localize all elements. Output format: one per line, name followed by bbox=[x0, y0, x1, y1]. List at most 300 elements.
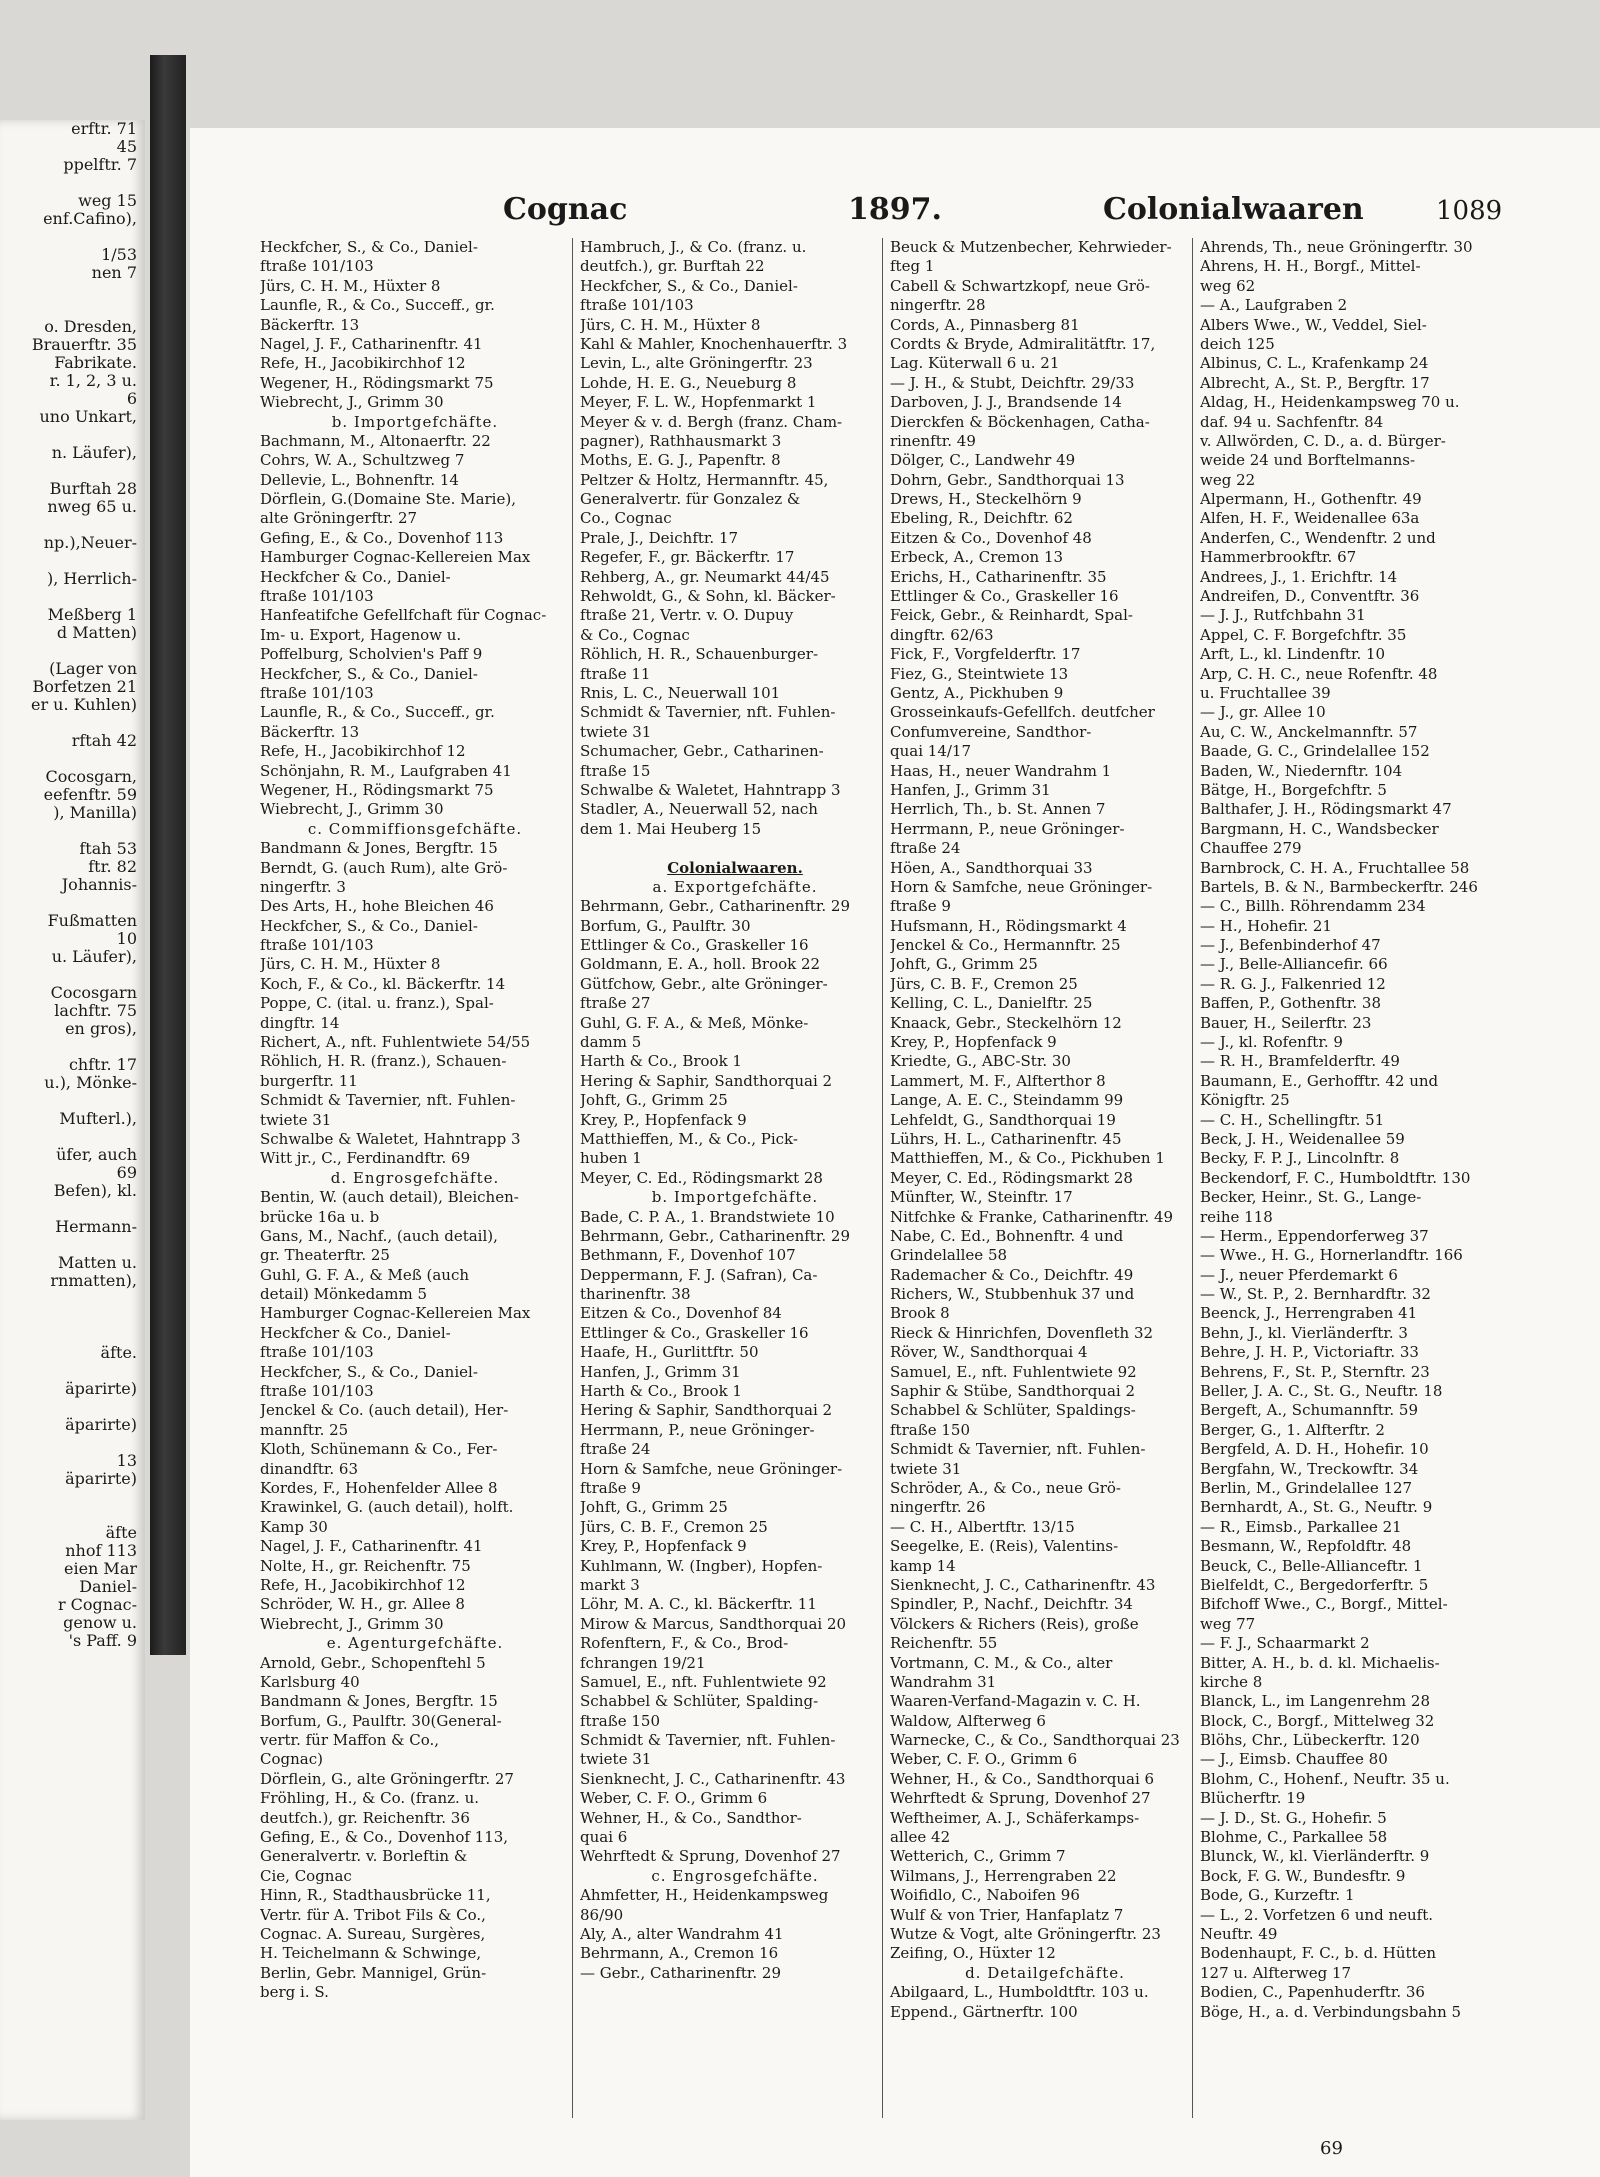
directory-entry-line: kamp 14 bbox=[890, 1556, 956, 1575]
fragment-line: Cocosgarn, bbox=[45, 767, 137, 786]
directory-entry-line: Beckendorf, F. C., Humboldtftr. 130 bbox=[1200, 1168, 1471, 1187]
directory-entry-line: Bielfeldt, C., Bergedorferftr. 5 bbox=[1200, 1575, 1429, 1594]
directory-entry-line: & Co., Cognac bbox=[580, 625, 690, 644]
fragment-line: er u. Kuhlen) bbox=[30, 695, 137, 714]
directory-entry-line: Wegener, H., Rödingsmarkt 75 bbox=[260, 780, 494, 799]
directory-entry-line: — J., gr. Allee 10 bbox=[1200, 703, 1326, 722]
directory-entry-line: Hufsmann, H., Rödingsmarkt 4 bbox=[890, 916, 1127, 935]
page-number: 1089 bbox=[1436, 196, 1503, 226]
fragment-line bbox=[0, 1488, 145, 1506]
directory-entry-line: fteg 1 bbox=[890, 257, 935, 276]
directory-entry-line: Dierckfen & Böckenhagen, Catha- bbox=[890, 412, 1150, 431]
fragment-line bbox=[0, 714, 145, 732]
directory-entry-line: Schröder, W. H., gr. Allee 8 bbox=[260, 1595, 465, 1614]
fragment-line: o. Dresden, bbox=[44, 317, 137, 336]
directory-entry-line: alte Gröningerftr. 27 bbox=[260, 509, 418, 528]
directory-entry-line: Seegelke, E. (Reis), Valentins- bbox=[890, 1537, 1119, 1556]
directory-entry-line: Horn & Samfche, neue Gröninger- bbox=[890, 877, 1153, 896]
directory-entry-line: weide 24 und Borftelmanns- bbox=[1200, 451, 1416, 470]
directory-entry-line: deutfch.), gr. Burftah 22 bbox=[580, 257, 765, 276]
directory-entry-line: dingftr. 62/63 bbox=[890, 625, 994, 644]
fragment-line: rnmatten), bbox=[50, 1271, 137, 1290]
directory-entry-line: Hering & Saphir, Sandthorquai 2 bbox=[580, 1401, 833, 1420]
directory-entry-line: vertr. für Maffon & Co., bbox=[260, 1731, 440, 1750]
directory-entry-line: rinenftr. 49 bbox=[890, 431, 976, 450]
directory-entry-line: Wulf & von Trier, Hanfaplatz 7 bbox=[890, 1905, 1124, 1924]
directory-entry-line: Becky, F. P. J., Lincolnftr. 8 bbox=[1200, 1149, 1400, 1168]
directory-entry-line: Heckfcher, S., & Co., Daniel- bbox=[260, 664, 478, 683]
directory-entry-line: Stadler, A., Neuerwall 52, nach bbox=[580, 800, 818, 819]
directory-entry-line: — J. H., & Stubt, Deichftr. 29/33 bbox=[890, 373, 1135, 392]
directory-entry-line: Beck, J. H., Weidenallee 59 bbox=[1200, 1129, 1405, 1148]
fragment-line: np.),Neuer- bbox=[43, 533, 137, 552]
fragment-line: lachftr. 75 bbox=[54, 1001, 137, 1020]
directory-entry-line: Drews, H., Steckelhörn 9 bbox=[890, 490, 1082, 509]
directory-entry-line: Co., Cognac bbox=[580, 509, 672, 528]
directory-entry-line: d. Engrosgefchäfte. bbox=[330, 1168, 500, 1187]
fragment-line: u. Läufer), bbox=[51, 947, 137, 966]
directory-entry-line: Behn, J., kl. Vierländerftr. 3 bbox=[1200, 1323, 1408, 1342]
fragment-line bbox=[0, 894, 145, 912]
fragment-line bbox=[0, 1236, 145, 1254]
directory-entry-line: Wehrftedt & Sprung, Dovenhof 27 bbox=[890, 1789, 1151, 1808]
directory-entry-line: Guhl, G. F. A., & Meß, Mönke- bbox=[580, 1013, 809, 1032]
directory-entry-line: Brook 8 bbox=[890, 1304, 950, 1323]
fragment-line: (Lager von bbox=[49, 659, 137, 678]
directory-entry-line: Bodenhaupt, F. C., b. d. Hütten bbox=[1200, 1944, 1437, 1963]
directory-entry-line: ftraße 101/103 bbox=[260, 587, 374, 606]
directory-entry-line: gr. Theaterftr. 25 bbox=[260, 1246, 390, 1265]
directory-entry-line: Matthieffen, M., & Co., Pickhuben 1 bbox=[890, 1149, 1165, 1168]
directory-entry-line: Dörflein, G.(Domaine Ste. Marie), bbox=[260, 490, 516, 509]
directory-entry-line: d. Detailgefchäfte. bbox=[965, 1963, 1125, 1982]
directory-entry-line: Anderfen, C., Wendenftr. 2 und bbox=[1200, 528, 1436, 547]
directory-entry-line: Johft, G., Grimm 25 bbox=[580, 1091, 728, 1110]
directory-entry-line: Baade, G. C., Grindelallee 152 bbox=[1200, 742, 1430, 761]
directory-entry-line: Arnold, Gebr., Schopenftehl 5 bbox=[260, 1653, 486, 1672]
directory-entry-line: Hering & Saphir, Sandthorquai 2 bbox=[580, 1071, 833, 1090]
directory-entry-line: Mirow & Marcus, Sandthorquai 20 bbox=[580, 1614, 847, 1633]
directory-entry-line: Sienknecht, J. C., Catharinenftr. 43 bbox=[580, 1769, 846, 1788]
fragment-line: 13 bbox=[116, 1451, 137, 1470]
directory-entry-line: Heckfcher & Co., Daniel- bbox=[260, 1323, 451, 1342]
directory-entry-line: Im- u. Export, Hagenow u. bbox=[260, 625, 462, 644]
directory-entry-line: — J., Befenbinderhof 47 bbox=[1200, 936, 1381, 955]
directory-entry-line: Block, C., Borgf., Mittelweg 32 bbox=[1200, 1711, 1435, 1730]
directory-entry-line: ftraße 150 bbox=[580, 1711, 660, 1730]
directory-entry-line: Hammerbrookftr. 67 bbox=[1200, 548, 1357, 567]
directory-entry-line: Eppend., Gärtnerftr. 100 bbox=[890, 2002, 1078, 2021]
directory-entry-line: Haas, H., neuer Wandrahm 1 bbox=[890, 761, 1112, 780]
directory-entry-line: Blohm, C., Hohenf., Neuftr. 35 u. bbox=[1200, 1769, 1450, 1788]
fragment-line: äparirte) bbox=[65, 1379, 137, 1398]
fragment-line: Mufterl.), bbox=[59, 1109, 137, 1128]
directory-entry-line: ningerftr. 26 bbox=[890, 1498, 986, 1517]
directory-entry-line: kirche 8 bbox=[1200, 1672, 1263, 1691]
directory-entry-line: Meyer, F. L. W., Hopfenmarkt 1 bbox=[580, 393, 817, 412]
directory-entry-line: Bauer, H., Seilerftr. 23 bbox=[1200, 1013, 1372, 1032]
fragment-line: nen 7 bbox=[91, 263, 137, 282]
fragment-line: ), Manilla) bbox=[53, 803, 137, 822]
fragment-line: d Matten) bbox=[56, 623, 137, 642]
directory-entry-line: Schmidt & Tavernier, nft. Fuhlen- bbox=[580, 1731, 836, 1750]
directory-entry-line: Gefing, E., & Co., Dovenhof 113 bbox=[260, 528, 504, 547]
directory-entry-line: Dörflein, G., alte Gröningerftr. 27 bbox=[260, 1769, 514, 1788]
directory-entry-line: — J., Belle-Alliancefir. 66 bbox=[1200, 955, 1388, 974]
directory-entry-line: Dölger, C., Landwehr 49 bbox=[890, 451, 1076, 470]
directory-entry-line: Lehfeldt, G., Sandthorquai 19 bbox=[890, 1110, 1116, 1129]
directory-entry-line: Guhl, G. F. A., & Meß (auch bbox=[260, 1265, 470, 1284]
fragment-line: 1/53 bbox=[101, 245, 137, 264]
directory-entry-line: Zeifing, O., Hüxter 12 bbox=[890, 1944, 1056, 1963]
directory-entry-line: Jürs, C. B. F., Cremon 25 bbox=[580, 1517, 768, 1536]
fragment-line: chftr. 17 bbox=[68, 1055, 137, 1074]
directory-entry-line: Bitter, A. H., b. d. kl. Michaelis- bbox=[1200, 1653, 1440, 1672]
directory-entry-line: Harth & Co., Brook 1 bbox=[580, 1382, 742, 1401]
directory-entry-line: ftraße 101/103 bbox=[260, 1382, 374, 1401]
directory-entry-line: Bäckerftr. 13 bbox=[260, 315, 360, 334]
directory-entry-line: Röhlich, H. R. (franz.), Schauen- bbox=[260, 1052, 507, 1071]
directory-entry-line: Gefing, E., & Co., Dovenhof 113, bbox=[260, 1828, 509, 1847]
directory-entry-line: ftraße 24 bbox=[890, 839, 961, 858]
directory-entry-line: Peltzer & Holtz, Hermannftr. 45, bbox=[580, 470, 829, 489]
directory-entry-line: Heckfcher, S., & Co., Daniel- bbox=[260, 916, 478, 935]
fragment-line bbox=[0, 1398, 145, 1416]
directory-entry-line: Herrmann, P., neue Gröninger- bbox=[580, 1420, 815, 1439]
fragment-line: u.), Mönke- bbox=[44, 1073, 137, 1092]
directory-entry-line: Kamp 30 bbox=[260, 1517, 328, 1536]
directory-entry-line: Ebeling, R., Deichftr. 62 bbox=[890, 509, 1073, 528]
directory-entry-line: a. Exportgefchäfte. bbox=[652, 877, 818, 896]
directory-entry-line: Fröhling, H., & Co. (franz. u. bbox=[260, 1789, 479, 1808]
directory-entry-line: Jürs, C. H. M., Hüxter 8 bbox=[260, 955, 441, 974]
fragment-line: Fabrikate. bbox=[54, 353, 137, 372]
directory-entry-line: Arft, L., kl. Lindenftr. 10 bbox=[1200, 645, 1386, 664]
fragment-line: eien Mar bbox=[63, 1559, 137, 1578]
directory-entry-line: Vertr. für A. Tribot Fils & Co., bbox=[260, 1905, 486, 1924]
directory-entry-line: Saphir & Stübe, Sandthorquai 2 bbox=[890, 1382, 1136, 1401]
directory-entry-line: Bernhardt, A., St. G., Neuftr. 9 bbox=[1200, 1498, 1433, 1517]
directory-entry-line: — J., Eimsb. Chauffee 80 bbox=[1200, 1750, 1388, 1769]
directory-entry-line: deutfch.), gr. Reichenftr. 36 bbox=[260, 1808, 470, 1827]
directory-entry-line: brücke 16a u. b bbox=[260, 1207, 380, 1226]
fragment-line bbox=[0, 300, 145, 318]
fragment-line bbox=[0, 1038, 145, 1056]
directory-entry-line: ftraße 150 bbox=[890, 1420, 970, 1439]
directory-entry-line: dem 1. Mai Heuberg 15 bbox=[580, 819, 762, 838]
directory-entry-line: Bergfeld, A. D. H., Hohefir. 10 bbox=[1200, 1440, 1429, 1459]
directory-entry-line: dingftr. 14 bbox=[260, 1013, 340, 1032]
directory-entry-line: Hinn, R., Stadthausbrücke 11, bbox=[260, 1886, 491, 1905]
directory-entry-line: Krey, P., Hopfenfack 9 bbox=[580, 1537, 747, 1556]
fragment-line: r Cognac- bbox=[57, 1595, 137, 1614]
directory-entry-line: — C., Billh. Röhrendamm 234 bbox=[1200, 897, 1426, 916]
directory-entry-line: Röver, W., Sandthorquai 4 bbox=[890, 1343, 1088, 1362]
fragment-line bbox=[0, 822, 145, 840]
directory-entry-line: Blohme, C., Parkallee 58 bbox=[1200, 1828, 1388, 1847]
directory-entry-line: Wilmans, J., Herrengraben 22 bbox=[890, 1866, 1117, 1885]
directory-entry-line: Kloth, Schünemann & Co., Fer- bbox=[260, 1440, 498, 1459]
directory-entry-line: ftraße 27 bbox=[580, 994, 651, 1013]
directory-entry-line: mannftr. 25 bbox=[260, 1420, 349, 1439]
fragment-line: nweg 65 u. bbox=[47, 497, 137, 516]
directory-entry-line: ningerftr. 28 bbox=[890, 296, 986, 315]
directory-entry-line: Beller, J. A. C., St. G., Neuftr. 18 bbox=[1200, 1382, 1443, 1401]
directory-entry-line: Schröder, A., & Co., neue Grö- bbox=[890, 1479, 1121, 1497]
fragment-line bbox=[0, 1290, 145, 1308]
directory-entry-line: Ahmfetter, H., Heidenkampsweg bbox=[580, 1886, 829, 1905]
directory-entry-line: Cohrs, W. A., Schultzweg 7 bbox=[260, 451, 465, 470]
directory-entry-line: Bachmann, M., Altonaerftr. 22 bbox=[260, 431, 491, 450]
fragment-line: n. Läufer), bbox=[51, 443, 137, 462]
directory-entry-line: Dellevie, L., Bohnenftr. 14 bbox=[260, 470, 459, 489]
directory-entry-line: Eitzen & Co., Dovenhof 84 bbox=[580, 1304, 782, 1323]
directory-entry-line: Richers, W., Stubbenhuk 37 und bbox=[890, 1285, 1135, 1304]
directory-entry-line: Dohrn, Gebr., Sandthorquai 13 bbox=[890, 470, 1125, 489]
directory-entry-line: c. Commiffionsgefchäfte. bbox=[307, 819, 523, 838]
directory-entry-line: tharinenftr. 38 bbox=[580, 1285, 691, 1304]
directory-entry-line: Cords, A., Pinnasberg 81 bbox=[890, 315, 1080, 334]
fragment-line: en gros), bbox=[65, 1019, 137, 1038]
directory-entry-line: Kelling, C. L., Danielftr. 25 bbox=[890, 994, 1093, 1013]
directory-entry-line: ftraße 24 bbox=[580, 1440, 651, 1459]
directory-entry-line: Balthafer, J. H., Rödingsmarkt 47 bbox=[1200, 800, 1452, 819]
directory-entry-line: Meyer & v. d. Bergh (franz. Cham- bbox=[580, 412, 843, 431]
directory-entry-line: Wetterich, C., Grimm 7 bbox=[890, 1847, 1066, 1866]
directory-entry-line: Regefer, F., gr. Bäckerftr. 17 bbox=[580, 548, 795, 567]
directory-entry-line: quai 6 bbox=[580, 1828, 628, 1847]
directory-entry-line: detail) Mönkedamm 5 bbox=[260, 1285, 427, 1304]
directory-entry-line: Wiebrecht, J., Grimm 30 bbox=[260, 800, 444, 819]
directory-entry-line: — R. G. J., Falkenried 12 bbox=[1200, 974, 1386, 993]
directory-entry-line: e. Agenturgefchäfte. bbox=[326, 1634, 504, 1653]
directory-entry-line: Bandmann & Jones, Bergftr. 15 bbox=[260, 839, 498, 858]
directory-entry-line: burgerftr. 11 bbox=[260, 1071, 358, 1090]
directory-entry-line: — J. D., St. G., Hohefir. 5 bbox=[1200, 1808, 1387, 1827]
fragment-line bbox=[0, 588, 145, 606]
directory-entry-line: Baden, W., Niedernftr. 104 bbox=[1200, 761, 1403, 780]
directory-entry-line: — H., Hohefir. 21 bbox=[1200, 916, 1332, 935]
directory-entry-line: fchrangen 19/21 bbox=[580, 1653, 706, 1672]
directory-entry-line: u. Fruchtallee 39 bbox=[1200, 683, 1331, 702]
directory-entry-line: Cie, Cognac bbox=[260, 1866, 352, 1885]
directory-entry-line: Poffelburg, Scholvien's Paff 9 bbox=[260, 645, 483, 664]
directory-entry-line: Darboven, J. J., Brandsende 14 bbox=[890, 393, 1122, 412]
directory-entry-line: damm 5 bbox=[580, 1033, 642, 1052]
directory-entry-line: Wehrftedt & Sprung, Dovenhof 27 bbox=[580, 1847, 841, 1866]
directory-entry-line: Johft, G., Grimm 25 bbox=[890, 955, 1038, 974]
directory-entry-line: Sienknecht, J. C., Catharinenftr. 43 bbox=[890, 1575, 1156, 1594]
directory-entry-line: Witt jr., C., Ferdinandftr. 69 bbox=[260, 1149, 471, 1168]
directory-entry-line: huben 1 bbox=[580, 1149, 642, 1168]
directory-entry-line: Bargmann, H. C., Wandsbecker bbox=[1200, 819, 1439, 838]
fragment-line: erftr. 71 bbox=[71, 120, 137, 138]
directory-entry-line: Münfter, W., Steinftr. 17 bbox=[890, 1188, 1073, 1207]
fragment-line: Cocosgarn bbox=[50, 983, 137, 1002]
directory-entry-line: Aldag, H., Heidenkampsweg 70 u. bbox=[1200, 393, 1460, 412]
directory-entry-line: Erbeck, A., Cremon 13 bbox=[890, 548, 1064, 567]
directory-entry-line: Wehner, H., & Co., Sandthor- bbox=[580, 1808, 802, 1827]
directory-entry-line: deich 125 bbox=[1200, 334, 1275, 353]
fragment-line: nhof 113 bbox=[65, 1541, 137, 1560]
fragment-line bbox=[0, 516, 145, 534]
directory-entry-line: Schmidt & Tavernier, nft. Fuhlen- bbox=[260, 1091, 516, 1110]
fragment-line bbox=[0, 1128, 145, 1146]
directory-entry-line: Au, C. W., Anckelmannftr. 57 bbox=[1200, 722, 1418, 741]
directory-entry-line: Borfum, G., Paulftr. 30 bbox=[580, 916, 751, 935]
fragment-line: Matten u. bbox=[57, 1253, 137, 1272]
directory-entry-line: weg 22 bbox=[1200, 470, 1256, 489]
directory-entry-line: Herrlich, Th., b. St. Annen 7 bbox=[890, 800, 1106, 819]
directory-entry-line: Spindler, P., Nachf., Deichftr. 34 bbox=[890, 1595, 1133, 1614]
directory-entry-line: Rehberg, A., gr. Neumarkt 44/45 bbox=[580, 567, 830, 586]
directory-entry-line: Beuck, C., Belle-Allianceftr. 1 bbox=[1200, 1556, 1423, 1575]
directory-entry-line: ftraße 9 bbox=[580, 1479, 641, 1497]
directory-entry-line: daf. 94 u. Sachfenftr. 84 bbox=[1200, 412, 1384, 431]
directory-entry-line: Kordes, F., Hohenfelder Allee 8 bbox=[260, 1479, 498, 1497]
fragment-line: 10 bbox=[116, 929, 137, 948]
directory-entry-line: Generalvertr. für Gonzalez & bbox=[580, 490, 801, 509]
directory-entry-line: 86/90 bbox=[580, 1905, 624, 1924]
directory-entry-line: Bätge, H., Borgefchftr. 5 bbox=[1200, 780, 1387, 799]
directory-entry-line: Wehner, H., & Co., Sandthorquai 6 bbox=[890, 1769, 1155, 1788]
directory-entry-line: Barnbrock, C. H. A., Fruchtallee 58 bbox=[1200, 858, 1470, 877]
directory-entry-line: Prale, J., Deichftr. 17 bbox=[580, 528, 739, 547]
directory-entry-line: Rademacher & Co., Deichftr. 49 bbox=[890, 1265, 1134, 1284]
directory-entry-line: Rehwoldt, G., & Sohn, kl. Bäcker- bbox=[580, 587, 836, 606]
directory-entry-line: Wutze & Vogt, alte Gröningerftr. 23 bbox=[890, 1924, 1161, 1943]
fragment-line bbox=[0, 228, 145, 246]
directory-entry-line: Fiez, G., Steintwiete 13 bbox=[890, 664, 1069, 683]
directory-entry-line: Baumann, E., Gerhofftr. 42 und bbox=[1200, 1071, 1439, 1090]
directory-entry-line: Behrmann, Gebr., Catharinenftr. 29 bbox=[580, 1226, 850, 1245]
directory-entry-line: ftraße 15 bbox=[580, 761, 651, 780]
directory-entry-line: Schwalbe & Waletet, Hahntrapp 3 bbox=[580, 780, 841, 799]
directory-entry-line: ftraße 101/103 bbox=[580, 296, 694, 315]
directory-entry-line: Nagel, J. F., Catharinenftr. 41 bbox=[260, 1537, 483, 1556]
directory-entry-line: Alfen, H. F., Weidenallee 63a bbox=[1200, 509, 1420, 528]
directory-entry-line: — J., kl. Rofenftr. 9 bbox=[1200, 1033, 1343, 1052]
directory-entry-line: ftraße 101/103 bbox=[260, 936, 374, 955]
directory-entry-line: Krey, P., Hopfenfack 9 bbox=[580, 1110, 747, 1129]
directory-entry-line: ftraße 101/103 bbox=[260, 1343, 374, 1362]
directory-entry-line: Refe, H., Jacobikirchhof 12 bbox=[260, 1575, 466, 1594]
directory-entry-line: H. Teichelmann & Schwinge, bbox=[260, 1944, 482, 1963]
fragment-line bbox=[0, 426, 145, 444]
fragment-line: Johannis- bbox=[61, 875, 137, 894]
directory-entry-line: — C. H., Schellingftr. 51 bbox=[1200, 1110, 1385, 1129]
fragment-line: Daniel- bbox=[79, 1577, 137, 1596]
directory-entry-line: Nolte, H., gr. Reichenftr. 75 bbox=[260, 1556, 471, 1575]
directory-entry-line: — Herm., Eppendorferweg 37 bbox=[1200, 1226, 1429, 1245]
directory-entry-line: Borfum, G., Paulftr. 30(General- bbox=[260, 1711, 502, 1730]
directory-entry-line: ftraße 9 bbox=[890, 897, 951, 916]
directory-entry-line: Confumvereine, Sandthor- bbox=[890, 722, 1092, 741]
fragment-line bbox=[0, 462, 145, 480]
directory-entry-line bbox=[580, 839, 890, 858]
fragment-line: Borfetzen 21 bbox=[32, 677, 137, 696]
directory-entry-line: Lange, A. E. C., Steindamm 99 bbox=[890, 1091, 1124, 1110]
directory-entry-line: Gentz, A., Pickhuben 9 bbox=[890, 683, 1064, 702]
directory-entry-line: 127 u. Alfterweg 17 bbox=[1200, 1963, 1352, 1982]
directory-entry-line: Blöhs, Chr., Lübeckerftr. 120 bbox=[1200, 1731, 1420, 1750]
directory-entry-line: Bartels, B. & N., Barmbeckerftr. 246 bbox=[1200, 877, 1478, 896]
directory-entry-line: b. Importgefchäfte. bbox=[651, 1188, 819, 1207]
directory-entry-line: Des Arts, H., hohe Bleichen 46 bbox=[260, 897, 494, 916]
directory-entry-line: Lohde, H. E. G., Neueburg 8 bbox=[580, 373, 797, 392]
directory-entry-line: Heckfcher, S., & Co., Daniel- bbox=[260, 1362, 478, 1381]
directory-entry-line: ningerftr. 3 bbox=[260, 877, 346, 896]
directory-entry-line: weg 62 bbox=[1200, 276, 1256, 295]
directory-entry-line: ftraße 11 bbox=[580, 664, 651, 683]
fragment-line: Hermann- bbox=[55, 1217, 137, 1236]
directory-entry-line: — A., Laufgraben 2 bbox=[1200, 296, 1348, 315]
directory-entry-line: — J., neuer Pferdemarkt 6 bbox=[1200, 1265, 1398, 1284]
fragment-line: Befen), kl. bbox=[53, 1181, 137, 1200]
directory-entry-line: Heckfcher & Co., Daniel- bbox=[260, 567, 451, 586]
directory-entry-line: Appel, C. F. Borgefchftr. 35 bbox=[1200, 625, 1407, 644]
fragment-line bbox=[0, 1308, 145, 1326]
directory-entry-line: Vortmann, C. M., & Co., alter bbox=[890, 1653, 1113, 1672]
directory-entry-line: Andrees, J., 1. Erichftr. 14 bbox=[1200, 567, 1398, 586]
fragment-line: ), Herrlich- bbox=[46, 569, 137, 588]
directory-entry-line: Wiebrecht, J., Grimm 30 bbox=[260, 393, 444, 412]
directory-entry-line: Richert, A., nft. Fuhlentwiete 54/55 bbox=[260, 1033, 531, 1052]
directory-entry-line: Ahrens, H. H., Borgf., Mittel- bbox=[1200, 257, 1421, 276]
directory-entry-line: pagner), Rathhausmarkt 3 bbox=[580, 431, 782, 450]
directory-entry-line: Matthieffen, M., & Co., Pick- bbox=[580, 1129, 798, 1148]
directory-entry-line: Waldow, Alfterweg 6 bbox=[890, 1711, 1046, 1730]
directory-entry-line: Refe, H., Jacobikirchhof 12 bbox=[260, 742, 466, 761]
column-rule bbox=[882, 238, 883, 2118]
directory-entry-line: — C. H., Albertftr. 13/15 bbox=[890, 1517, 1075, 1536]
directory-entry-line: Hanfeatifche Gefellfchaft für Cognac- bbox=[260, 606, 547, 625]
directory-entry-line: quai 14/17 bbox=[890, 742, 971, 761]
directory-entry-line: Lag. Küterwall 6 u. 21 bbox=[890, 354, 1060, 373]
directory-entry-line: Wegener, H., Rödingsmarkt 75 bbox=[260, 373, 494, 392]
directory-entry-line: Warnecke, C., & Co., Sandthorquai 23 bbox=[890, 1731, 1180, 1750]
directory-entry-line: — W., St. P., 2. Bernhardftr. 32 bbox=[1200, 1285, 1431, 1304]
directory-entry-line: Nitfchke & Franke, Catharinenftr. 49 bbox=[890, 1207, 1174, 1226]
directory-entry-line: Refe, H., Jacobikirchhof 12 bbox=[260, 354, 466, 373]
directory-entry-line: Weftheimer, A. J., Schäferkamps- bbox=[890, 1808, 1140, 1827]
directory-entry-line: Karlsburg 40 bbox=[260, 1672, 360, 1691]
directory-entry-line: Andreifen, D., Conventftr. 36 bbox=[1200, 587, 1420, 606]
directory-entry-line: Haafe, H., Gurlittftr. 50 bbox=[580, 1343, 759, 1362]
directory-entry-line: twiete 31 bbox=[260, 1110, 332, 1129]
directory-entry-line: Heckfcher, S., & Co., Daniel- bbox=[580, 276, 798, 295]
directory-entry-line: Samuel, E., nft. Fuhlentwiete 92 bbox=[580, 1672, 827, 1691]
column-rule bbox=[1192, 238, 1193, 2118]
directory-entry-line: Reichenftr. 55 bbox=[890, 1634, 998, 1653]
directory-entry-line: Erichs, H., Catharinenftr. 35 bbox=[890, 567, 1107, 586]
directory-entry-line: Woifidlo, C., Naboifen 96 bbox=[890, 1886, 1080, 1905]
page-header bbox=[208, 192, 1508, 232]
directory-entry-line: Behrmann, A., Cremon 16 bbox=[580, 1944, 779, 1963]
directory-entry-line: c. Engrosgefchäfte. bbox=[651, 1866, 819, 1885]
directory-entry-line: Schmidt & Tavernier, nft. Fuhlen- bbox=[890, 1440, 1146, 1459]
fragment-line: äfte bbox=[105, 1523, 137, 1542]
directory-entry-line: Samuel, E., nft. Fuhlentwiete 92 bbox=[890, 1362, 1137, 1381]
directory-entry-line: Wandrahm 31 bbox=[890, 1672, 997, 1691]
directory-entry-line: Hanfen, J., Grimm 31 bbox=[890, 780, 1051, 799]
directory-entry-line: ftraße 101/103 bbox=[260, 257, 374, 276]
directory-entry-line: Bifchoff Wwe., C., Borgf., Mittel- bbox=[1200, 1595, 1448, 1614]
directory-entry-line: Blunck, W., kl. Vierländerftr. 9 bbox=[1200, 1847, 1430, 1866]
directory-entry-line: Moths, E. G. J., Papenftr. 8 bbox=[580, 451, 781, 470]
directory-entry-line: Wiebrecht, J., Grimm 30 bbox=[260, 1614, 444, 1633]
directory-entry-line: Knaack, Gebr., Steckelhörn 12 bbox=[890, 1013, 1122, 1032]
